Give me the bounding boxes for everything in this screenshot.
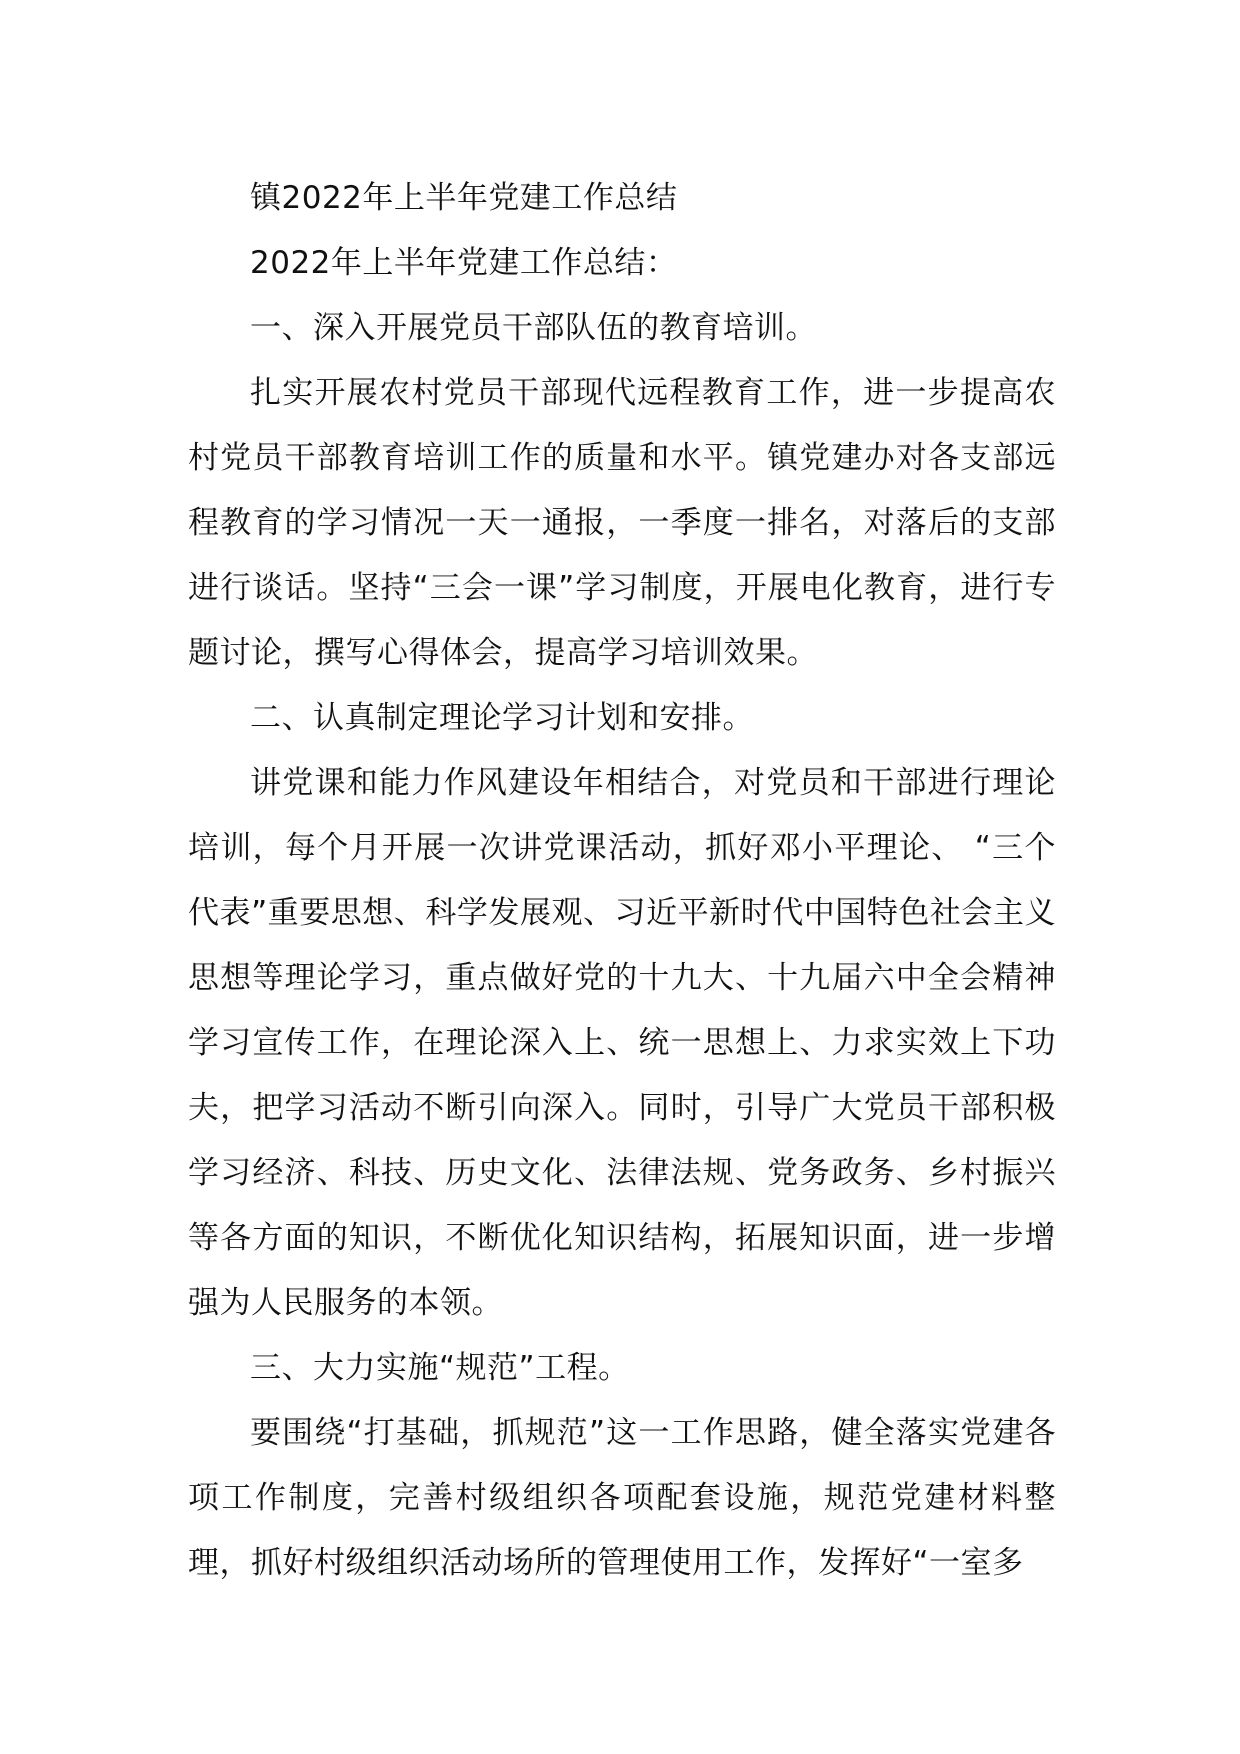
section-body-1: 扎实开展农村党员干部现代远程教育工作，进一步提高农村党员干部教育培训工作的质量和水平。镇党建办对各支部远程教育的学习情况一天一通报，一季度一排名，对落后的支部进行谈话。坚持“三会一课”学习制度，开展电化教育，进行专题讨论，撰写心得体会，提高学习培训效果。 [188, 375, 1056, 671]
document-subtitle: 2022年上半年党建工作总结： [250, 245, 678, 281]
document-title: 镇2022年上半年党建工作总结 [250, 180, 678, 216]
section-body-3: 要围绕“打基础，抓规范”这一工作思路，健全落实党建各项工作制度，完善村级组织各项配套设施，规范党建材料整理，抓好村级组织活动场所的管理使用工作，发挥好“一室多 [188, 1415, 1056, 1581]
section-heading-3: 三、大力实施“规范”工程。 [250, 1350, 630, 1386]
document-body [188, 166, 1056, 1596]
section-heading-2: 二、认真制定理论学习计划和安排。 [250, 700, 754, 736]
section-body-2: 讲党课和能力作风建设年相结合，对党员和干部进行理论培训，每个月开展一次讲党课活动，抓好邓小平理论、 “三个代表”重要思想、科学发展观、习近平新时代中国特色社会主义思想等理论学习，重点做好党的十九大、十九届六中全会精神学习宣传工作，在理论深入上、统一思想上、力求实效上下功夫，把学习活动不断引向深入。同时，引导广大党员干部积极学习经济、科技、历史文化、法律法规、党务政务、乡村振兴等各方面的知识，不断优化知识结构，拓展知识面，进一步增强为人民服务的本领。 [188, 765, 1056, 1321]
section-heading-1: 一、深入开展党员干部队伍的教育培训。 [250, 310, 817, 346]
